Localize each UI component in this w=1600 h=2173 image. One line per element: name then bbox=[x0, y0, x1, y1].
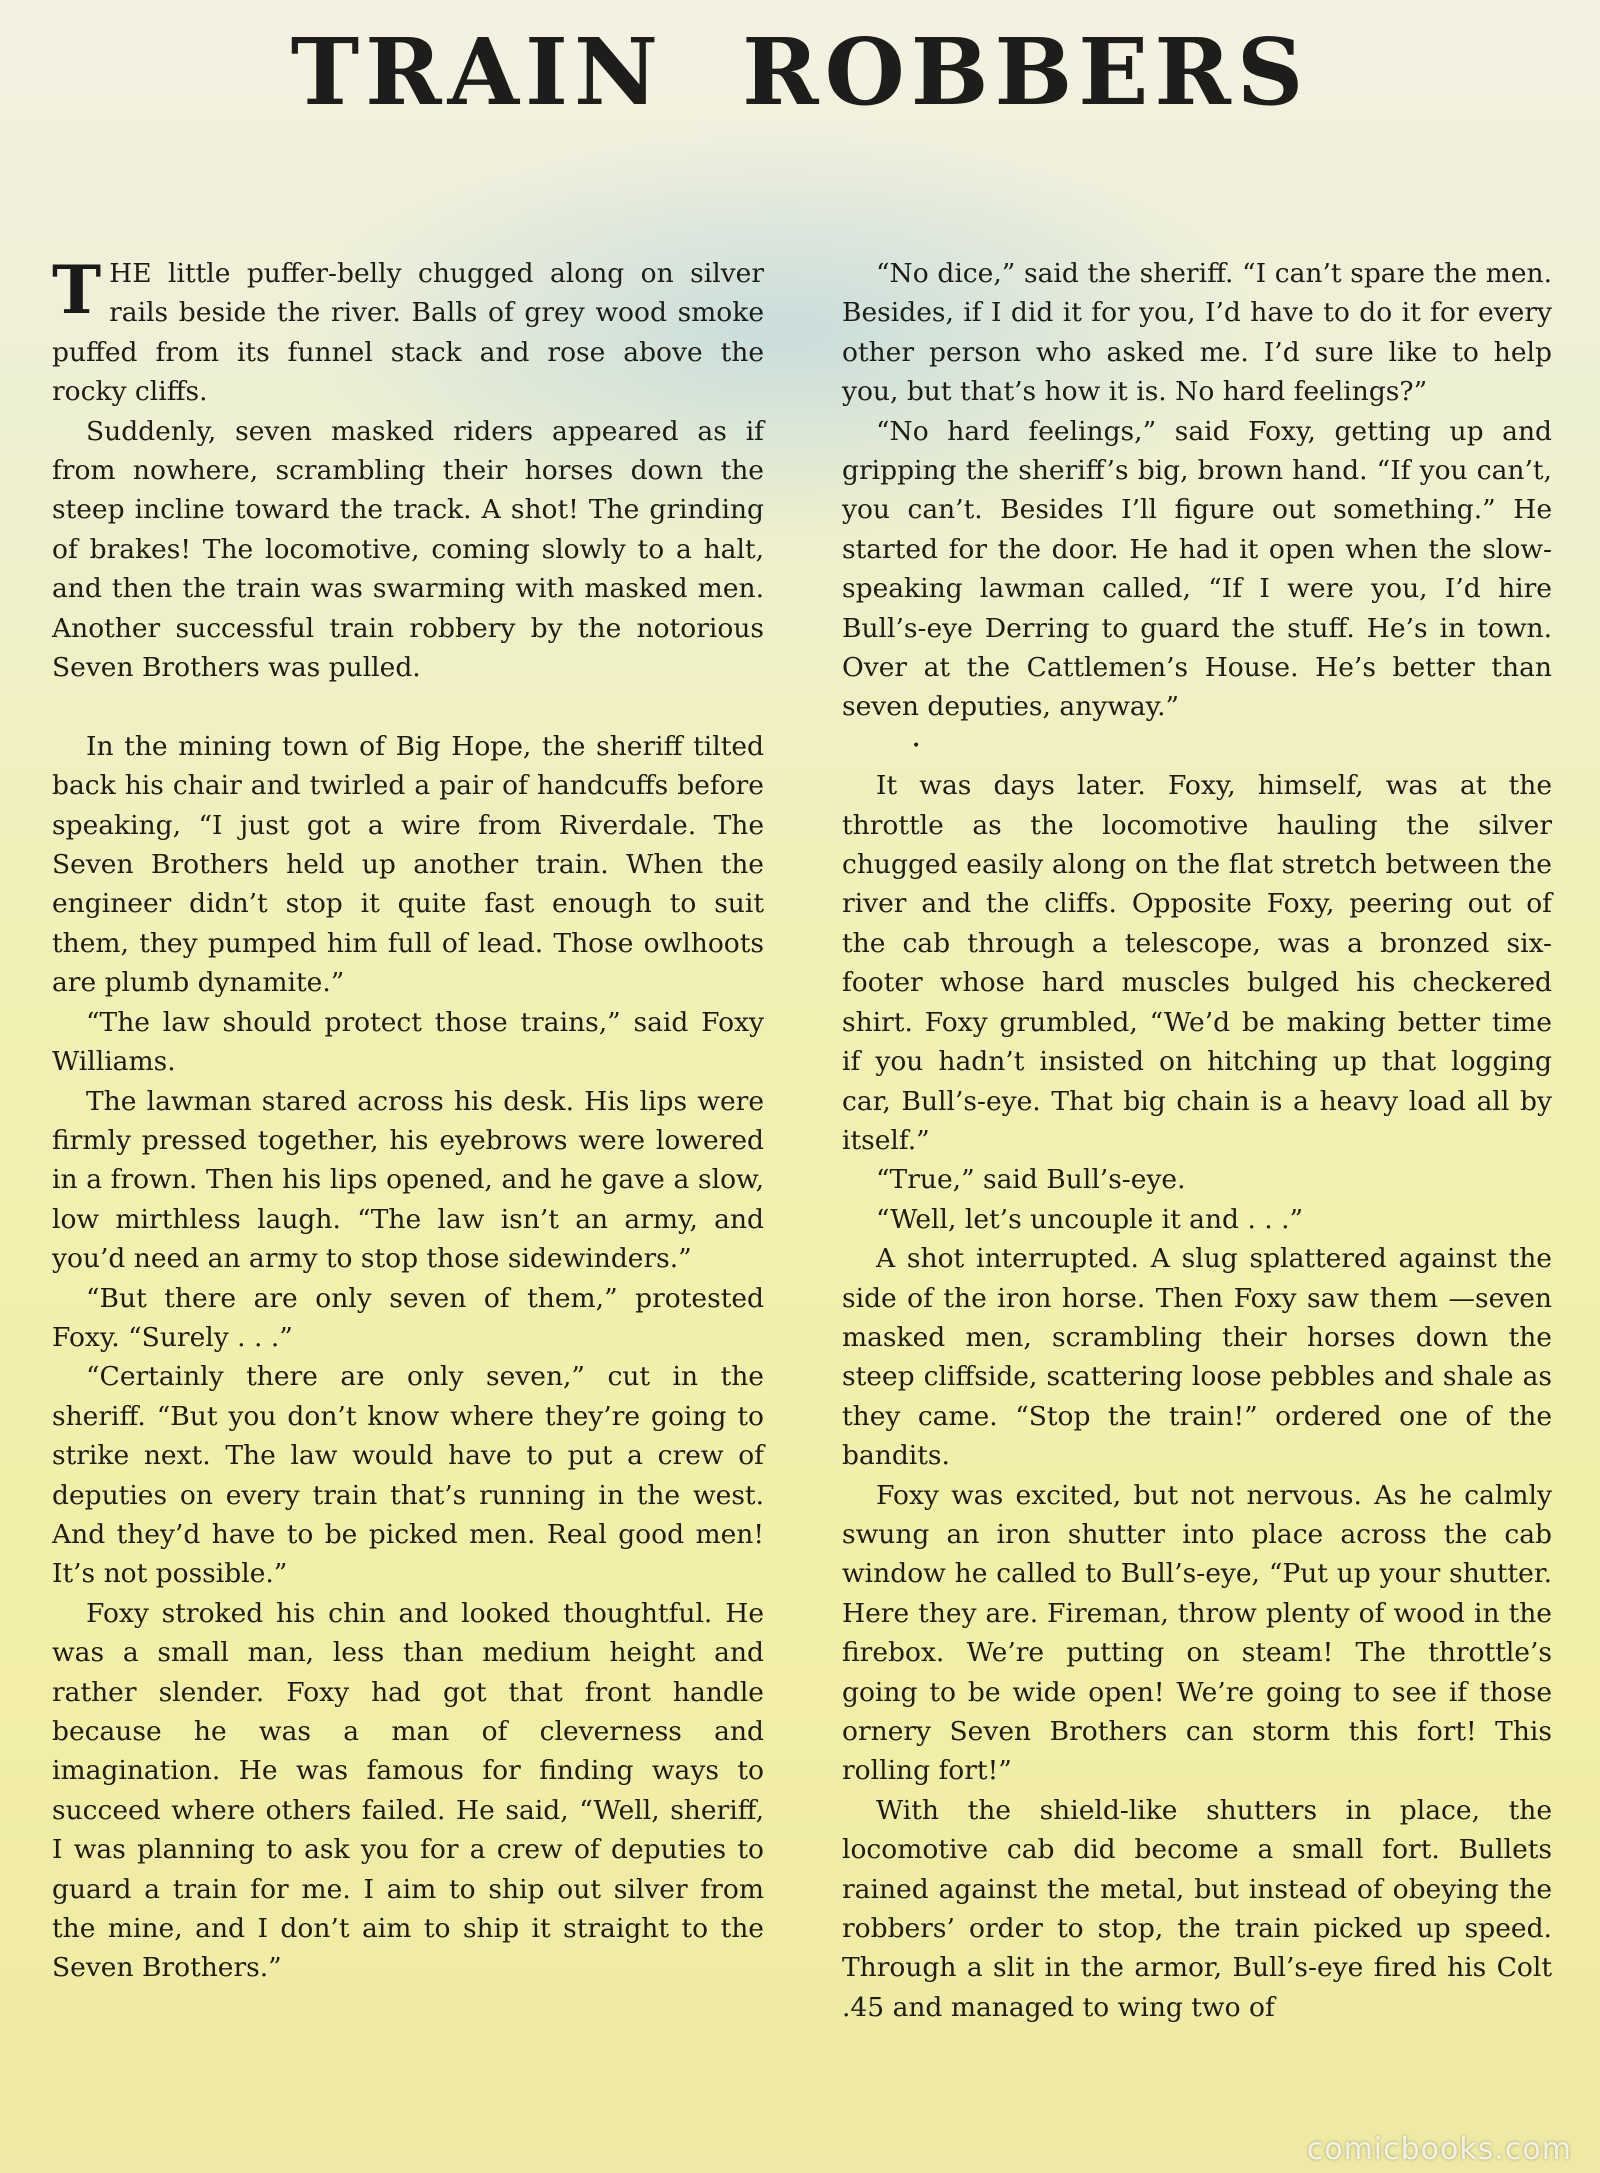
paragraph: “But there are only seven of them,” protested Foxy. “Surely . . .” bbox=[52, 1282, 764, 1353]
paragraph-text: HE little puffer-belly chugged along on silver rails beside the river. Balls of grey wood smoke puffed from its funnel stack and rose above the rocky cliffs. bbox=[52, 258, 764, 408]
paragraph: Suddenly, seven masked riders appeared as if from nowhere, scrambling their horses down the steep incline toward the track. A shot! The grinding of brakes! The locomotive, coming slowly to a halt, and then the train was swarming with masked men. Another successful train robbery by the notorious Seven Brothers was pulled. bbox=[52, 415, 764, 684]
right-column bbox=[842, 254, 1552, 2027]
paragraph: “The law should protect those trains,” said Foxy Williams. bbox=[52, 1006, 764, 1078]
section-break-mark: • bbox=[912, 737, 921, 754]
left-column bbox=[52, 251, 764, 1988]
paragraph: Foxy was excited, but not nervous. As he calmly swung an iron shutter into place across the cab window he called to Bull’s-eye, “Put up your shutter. Here they are. Fireman, throw plenty of wood in the firebox. We’re putting on steam! The throttle’s going to be wide open! We’re going to see if those ornery Seven Brothers can storm this fort! This rolling fort!” bbox=[842, 1479, 1552, 1787]
paragraph: A shot interrupted. A slug splattered against the side of the iron horse. Then Foxy saw them —seven masked men, scrambling their horses down the steep cliffside, scattering loose pebbles and shale as they came. “Stop the train!” ordered one of the bandits. bbox=[842, 1243, 1552, 1472]
paragraph: “Certainly there are only seven,” cut in the sheriff. “But you don’t know where they’re going to strike next. The law would have to put a crew of deputies on every train that’s running in the west. And they’d have to be picked men. Real good men! It’s not possible.” bbox=[52, 1361, 764, 1590]
story-title: TRAIN ROBBERS bbox=[290, 18, 1310, 126]
paragraph: Foxy stroked his chin and looked thoughtful. He was a small man, less than medium height and rather slender. Foxy had got that front handle because he was a man of cleverness and imagination. He was famous for finding ways to succeed where others failed. He said, “Well, sheriff, I was planning to ask you for a crew of deputies to guard a train for me. I aim to ship out silver from the mine, and I don’t aim to ship it straight to the Seven Brothers.” bbox=[52, 1597, 764, 1984]
paragraph bbox=[52, 251, 764, 412]
paragraph: It was days later. Foxy, himself, was at the throttle as the locomotive hauling the silver chugged easily along on the flat stretch between the river and the cliffs. Opposite Foxy, peering out of the cab through a telescope, was a bronzed six-footer whose hard muscles bulged his checkered shirt. Foxy grumbled, “We’d be making better time if you hadn’t insisted on hitching up that logging car, Bull’s-eye. That big chain is a heavy load all by itself.” bbox=[842, 770, 1552, 1156]
watermark: comicbooks.com bbox=[1306, 2132, 1572, 2167]
drop-cap: T bbox=[52, 251, 102, 329]
paragraph: In the mining town of Big Hope, the sheriff tilted back his chair and twirled a pair of handcuffs before speaking, “I just got a wire from Riverdale. The Seven Brothers held up another train. When the engineer didn’t stop it quite fast enough to suit them, they pumped him full of lead. Those owlhoots are plumb dynamite.” bbox=[52, 730, 764, 999]
paragraph: “Well, let’s uncouple it and . . .” bbox=[876, 1203, 1304, 1235]
paragraph: With the shield-like shutters in place, the locomotive cab did become a small fort. Bullets rained against the metal, but instead of obeying the robbers’ order to stop, the train picked up speed. Through a slit in the armor, Bull’s-eye fired his Colt .45 and managed to wing two of bbox=[842, 1794, 1552, 2023]
paragraph: “True,” said Bull’s-eye. bbox=[876, 1164, 1186, 1196]
paragraph: “No hard feelings,” said Foxy, getting up and gripping the sheriff’s big, brown hand. “If you can’t, you can’t. Besides I’ll figure out something.” He started for the door. He had it open when the slow-speaking lawman called, “If I were you, I’d hire Bull’s-eye Derring to guard the stuff. He’s in town. Over at the Cattlemen’s House. He’s better than seven deputies, anyway.” bbox=[842, 415, 1552, 723]
paragraph: “No dice,” said the sheriff. “I can’t spare the men. Besides, if I did it for you, I’d have to do it for every other person who asked me. I’d sure like to help you, but that’s how it is. No hard feelings?” bbox=[842, 258, 1552, 408]
paragraph: The lawman stared across his desk. His lips were firmly pressed together, his eyebrows were lowered in a frown. Then his lips opened, and he gave a slow, low mirthless laugh. “The law isn’t an army, and you’d need an army to stop those sidewinders.” bbox=[52, 1085, 764, 1275]
